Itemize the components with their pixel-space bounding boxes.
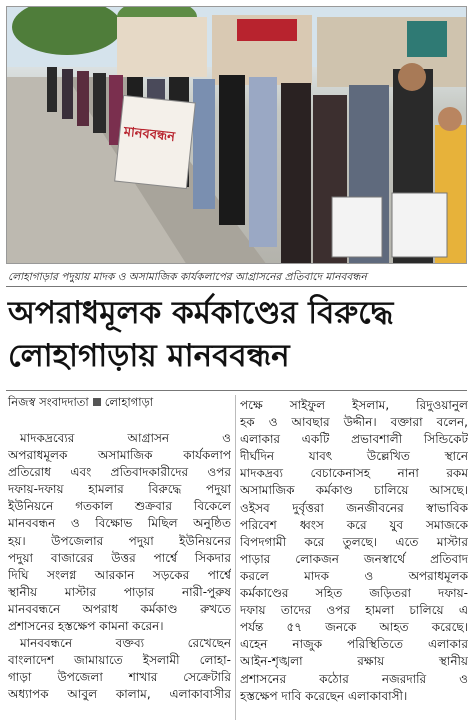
article-line: স্থানীয় মাস্টার পাড়ার নারী-পুরুষ bbox=[8, 584, 231, 599]
article-line: বাংলাদেশ জামায়াতে ইসলামী লোহা- bbox=[8, 653, 231, 668]
article-line: প্রতিরোধ এবং প্রতিবাদকারীদের ওপর bbox=[8, 465, 231, 480]
article-line: মাদকদ্রব্যের আগ্রাসন ও bbox=[20, 431, 231, 445]
article-line: প্রশাসনের হস্তক্ষেপ কামনা করেন। bbox=[8, 619, 164, 634]
article-line: পরিবেশ ধ্বংস করে যুব সমাজকে bbox=[240, 517, 468, 532]
news-photo bbox=[6, 6, 467, 264]
article-line: দীর্ঘদিন যাবৎ উল্লেখিত স্থানে bbox=[240, 449, 468, 464]
dateline-location: লোহাগাড়া bbox=[104, 395, 154, 409]
article-line: আইন-শৃঙ্খলা রক্ষায় স্থানীয় bbox=[240, 654, 468, 669]
article-line: দফায় তাদের ওপর হামলা চালিয়ে এ bbox=[240, 603, 468, 618]
headline-line-2: লোহাগাড়ায় মানববন্ধন bbox=[8, 338, 290, 374]
article-line: এলাকার একটি প্রভাবশালী সিন্ডিকেট bbox=[240, 432, 468, 447]
article-line: কর্মকাণ্ডের সহিত জড়িতরা দফায়- bbox=[240, 586, 468, 601]
headline bbox=[8, 292, 468, 378]
byline bbox=[8, 395, 228, 409]
article-line: দফায়-দফায় হামলার বিরুদ্ধে পদুয়া bbox=[8, 482, 231, 497]
article-line: ওইসব দুর্বৃত্তরা জনজীবনের স্বাভাবিক bbox=[240, 500, 468, 515]
article-line: অসামাজিক কর্মকাণ্ড চালিয়ে আসছে। bbox=[240, 483, 468, 498]
article-line: পর্যন্ত ৫৭ জনকে আহত করেছে। bbox=[240, 620, 468, 635]
article-line: পদুয়া বাজারের উত্তর পার্শ্বে সিকদার bbox=[8, 550, 231, 565]
article-line: বিপদগামী করে তুলছে। এতে মাস্টার bbox=[240, 534, 468, 549]
photo-caption: লোহাগাড়ার পদুয়ায় মাদক ও অসামাজিক কার্যকলাপের আগ্রাসনের প্রতিবাদে মানববন্ধন bbox=[8, 271, 367, 283]
article-line: অধ্যাপক আবুল কালাম, এলাকাবাসীর bbox=[8, 687, 231, 702]
headline-line-1: অপরাধমূলক কর্মকাণ্ডের বিরুদ্ধে bbox=[8, 295, 394, 331]
article-line: পাড়ার লোকজন জনস্বার্থে প্রতিবাদ bbox=[240, 551, 468, 566]
article-column-left bbox=[8, 430, 231, 704]
headline-rule bbox=[6, 390, 467, 391]
separator-square-icon bbox=[93, 398, 101, 406]
article-line: এহেন নাজুক পরিস্থিতিতে এলাকার bbox=[240, 637, 468, 652]
caption-rule bbox=[6, 286, 467, 287]
article-line: হয়। উপজেলার পদুয়া ইউনিয়নের bbox=[8, 533, 231, 548]
reporter: নিজস্ব সংবাদদাতা bbox=[8, 395, 89, 409]
article-line: প্রশাসনের কঠোর নজরদারি ও bbox=[240, 671, 468, 686]
article-line: দিঘি সংলগ্ন আরকান সড়কের পার্শ্বে bbox=[8, 567, 231, 582]
article-column-right bbox=[240, 397, 468, 705]
article-line: মানববন্ধনে বক্তব্য রেখেছেন bbox=[20, 636, 231, 651]
article-line: পক্ষে সাইফুল ইসলাম, রিদুওয়ানুল bbox=[240, 398, 468, 412]
article-line: ইউনিয়নে গতকাল শুক্রবার বিকেলে bbox=[8, 499, 231, 514]
article-line: মাদকদ্রব্য বেচাকেনাসহ নানা রকম bbox=[240, 466, 468, 481]
column-divider bbox=[235, 395, 236, 720]
article-line: করলে মাদক ও অপরাধমূলক bbox=[240, 568, 468, 583]
human-chain-photo bbox=[7, 7, 467, 264]
article-line: মানববন্ধনে অপরাধ কর্মকাণ্ড রুখতে bbox=[8, 601, 231, 616]
article-line: মানববন্ধন ও বিক্ষোভ মিছিল অনুষ্ঠিত bbox=[8, 516, 231, 531]
article-line: হস্তক্ষেপ দাবি করেছেন এলাকাবাসী। bbox=[240, 688, 408, 703]
article-line: গাড়া উপজেলা শাখার সেক্রেটারি bbox=[8, 670, 231, 685]
article-line: অপরাধমূলক অসামাজিক কার্যকলাপ bbox=[8, 448, 231, 463]
banner-text: মানববন্ধন bbox=[123, 124, 176, 146]
article-line: হক ও আবছার উদ্দীন। বক্তারা বলেন, bbox=[240, 415, 468, 430]
